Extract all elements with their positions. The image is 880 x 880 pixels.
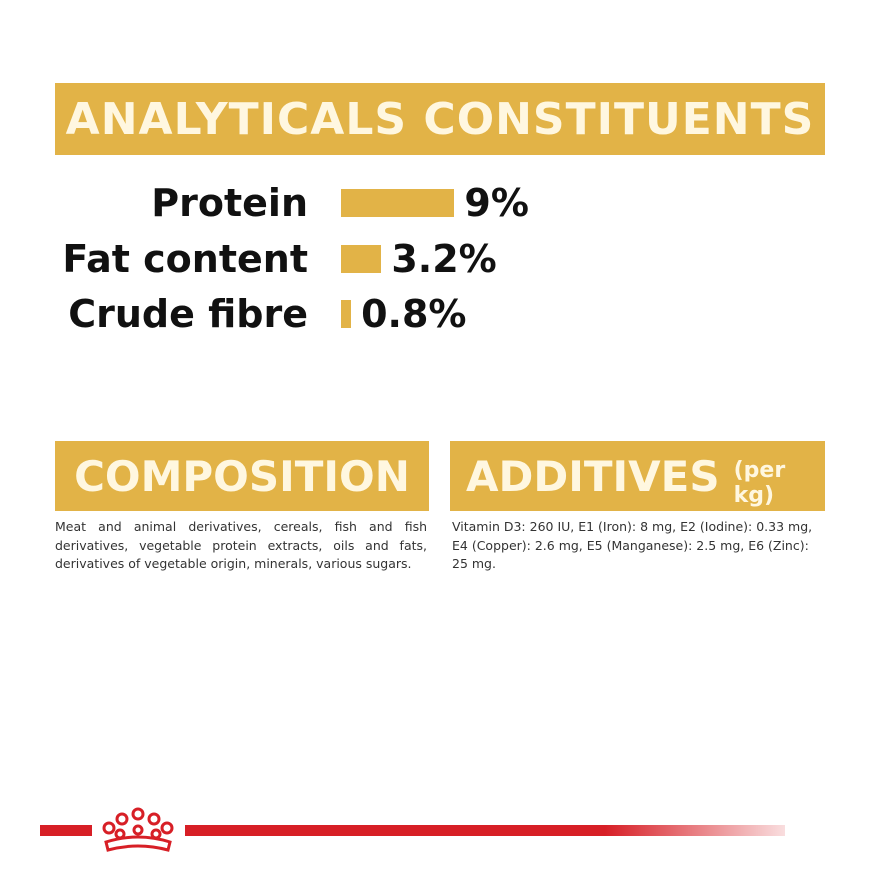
constituent-value: 0.8% — [361, 292, 467, 336]
composition-banner — [55, 441, 429, 511]
constituent-value: 3.2% — [391, 237, 497, 281]
constituent-name: Crude fibre — [68, 292, 308, 336]
constituent-name: Fat content — [62, 237, 308, 281]
analytics-banner — [55, 83, 825, 155]
constituent-bar — [341, 245, 381, 273]
constituent-bar — [341, 189, 454, 217]
crown-icon — [96, 806, 180, 854]
composition-text: Meat and animal derivatives, cereals, fish and fish derivatives, vegetable protein extracts, oils and fats, derivatives of vegetable origin, minerals, various sugars. — [55, 519, 427, 571]
footer-line-right — [185, 825, 785, 836]
constituent-row — [0, 235, 880, 283]
constituent-row — [0, 290, 880, 338]
constituent-value: 9% — [464, 181, 529, 225]
constituent-name: Protein — [151, 181, 308, 225]
constituent-row — [0, 179, 880, 227]
additives-subtitle: (per kg) — [733, 458, 786, 508]
footer-line-left — [40, 825, 92, 836]
additives-banner — [450, 441, 825, 511]
composition-title: COMPOSITION — [74, 451, 410, 501]
additives-title: ADDITIVES — [466, 451, 720, 501]
constituent-bar — [341, 300, 351, 328]
analytics-title: ANALYTICALS CONSTITUENTS — [65, 93, 815, 145]
additives-text: Vitamin D3: 260 IU, E1 (Iron): 8 mg, E2 (Iodine): 0.33 mg, E4 (Copper): 2.6 mg, E5 (Manganese): 2.5 mg, E6 (Zinc): 25 mg. — [452, 519, 813, 571]
